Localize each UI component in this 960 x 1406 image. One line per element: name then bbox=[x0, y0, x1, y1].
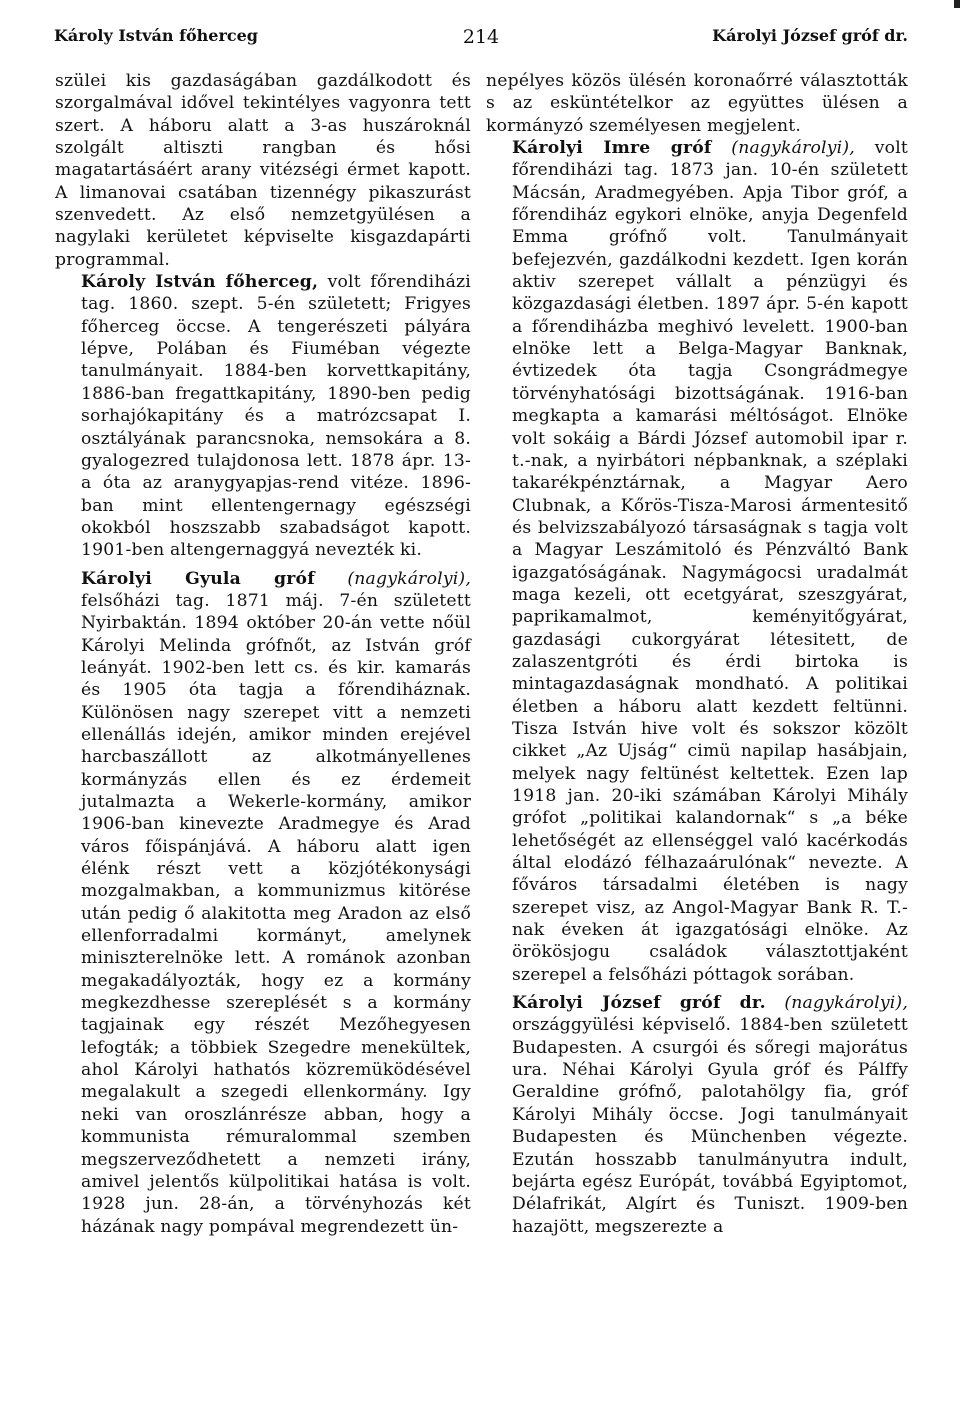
entry-name: Károlyi Gyula gróf bbox=[81, 568, 315, 589]
running-header bbox=[54, 26, 908, 56]
entry-text: volt főrendiházi tag. 1860. szept. 5-én született; Frigyes főherceg öccse. A tengerészeti pályára lépve, Polában és Fiuméban végezte tanulmányait. 1884-ben korvettkapitány, 1886-ban fregattkapitány, 1890-ben pedig sorhajókapitány és a matrózcsapat I. osztályának parancsnoka, nemsokára a 8. gyalogezred tulajdonosa lett. 1878 ápr. 13-a óta az aranygyapjas-rend vitéze. 1896-ban mint ellentengernagy egészségi okokból hoszszabb szabadságot kapott. 1901-ben altengernaggyá nevezték ki. bbox=[81, 272, 471, 561]
right-column bbox=[486, 70, 908, 1238]
left-column bbox=[55, 70, 471, 1238]
entry-epithet: (nagykárolyi), bbox=[314, 568, 472, 589]
page-number: 214 bbox=[462, 26, 500, 48]
entry-karolyi-jozsef bbox=[486, 992, 908, 1238]
continuation-text: szülei kis gazdaságában gazdálkodott és szorgalmával idővel tekintélyes vagyonra tett szert. A háboru alatt a 3-as huszároknál szolgált altiszti rangban és hősi magatartásáért arany vitézségi érmet kapott. A limanovai csatában tizennégy pikaszurást szenvedett. Az első nemzetgyülésen a nagylaki kerületet képviselte kisgazdapárti programmal. bbox=[55, 71, 471, 270]
entry-karolyi-imre bbox=[486, 137, 908, 986]
entry-epithet: (nagykárolyi), bbox=[765, 993, 908, 1014]
header-left-entry: Károly István főherceg bbox=[54, 26, 258, 45]
entry-name: Károlyi Imre gróf bbox=[512, 138, 712, 159]
scan-corner-mark bbox=[954, 0, 960, 8]
entry-epithet: (nagykárolyi), bbox=[711, 138, 855, 159]
entry-text: országgyülési képviselő. 1884-ben született Budapesten. A csurgói és sőregi majorátus ura. Néhai Károlyi Gyula gróf és Pálffy Geraldine grófnő, palotahölgy fia, gróf Károlyi Mihály öccse. Jogi tanulmányait Budapesten és Münchenben végezte. Ezután hosszabb tanulmányutra indult, bejárta egész Európát, továbbá Egyiptomot, Délafrikát, Algírt és Tuniszt. 1909-ben hazajött, megszerezte a bbox=[512, 1015, 908, 1237]
entry-karoly-istvan bbox=[55, 271, 471, 561]
entry-name: Károly István főherceg, bbox=[81, 272, 319, 293]
entry-text: felsőházi tag. 1871 máj. 7-én született Nyirbaktán. 1894 október 20-án vette nőül Károlyi Melinda grófnőt, az István gróf leányát. 1902-ben lett cs. és kir. kamarás és 1905 óta tagja a főrendiháznak. Különösen nagy szerepet vitt a nemzeti ellenállás idején, amikor minden erejével harcbaszállott az alkotmányellenes kormányzás ellen és ez érdemeit jutalmazta a Wekerle-kormány, amikor 1906-ban kinevezte Aradmegye és Arad város főispánjává. A háboru alatt igen élénk részt vett a közjótékonysági mozgalmakban, a kommunizmus kitörése után pedig ő alakitotta meg Aradon az első ellenforradalmi kormányt, amelynek miniszterelnöke lett. A románok azonban megakadályozták, hogy ez a kormány megkezdhesse szereplését s a kormány tagjainak egy részét Mezőhegyesen lefogták; a többiek Szegedre menekültek, ahol Károlyi hathatós közremüködésével megalakult a szegedi ellenkormány. Igy neki van oroszlánrésze abban, hogy a kommunista rémuralommal szemben megszerveződhetett a nemzeti irány, amivel jelentős külpolitikai hatása is volt. 1928 jun. 28-án, a törvényhozás két házának nagy pompával megrendezett ün- bbox=[81, 590, 471, 1237]
entry-text: volt főrendiházi tag. 1873 jan. 10-én született Mácsán, Aradmegyében. Apja Tibor gróf, a főrendiház egykori elnöke, anyja Degenfeld Emma grófnő volt. Tanulmányait befejezvén, gazdálkodni kezdett. Igen korán aktiv szerepet vállalt a pénzügyi és közgazdasági életben. 1897 ápr. 5-én kapott a főrendiházba meghivó levelett. 1900-ban elnöke lett a Belga-Magyar Banknak, évtizedek óta tagja Csongrádmegye törvényhatósági bizottságának. 1916-ban megkapta a kamarási méltóságot. Elnöke volt sokáig a Bárdi József automobil ipar r. t.-nak, a nyirbátori népbanknak, a széplaki takarékpénztárnak, a Magyar Aero Clubnak, a Kőrös-Tisza-Marosi ármentesitő és belvizszabályozó társaságnak s tagja volt a Magyar Leszámitoló és Pénzváltó Bank igazgatóságának. Nagymágocsi uradalmát maga kezeli, ott ecetgyárat, szeszgyárat, paprikamalmot, keményitőgyárat, gazdasági cukorgyárat létesitett, de zalaszentgróti és érdi birtoka is mintagazdaságnak mondható. A politikai életben a háboru alatt kezdett feltünni. Tisza István hive volt és sokszor közölt cikket „Az Ujság“ cimü napilap hasábjain, melyek nagy feltünést keltettek. Ezen lap 1918 jan. 20-iki számában Károlyi Mihály grófot „politikai kalandornak“ s „a béke lehetőségét az ellenséggel való kacérkodás által elodázó félhazaárulónak“ nevezte. A főváros társadalmi életében is nagy szerepet visz, az Angol-Magyar Bank R. T.-nak éveken át igazgatósági elnöke. Az örökösjogu családok választottjaként szerepel a felsőházi póttagok sorában. bbox=[512, 138, 908, 985]
header-right-entry: Károlyi József gróf dr. bbox=[712, 26, 908, 45]
continuation-text: nepélyes közös ülésén koronaőrré választották s az esküntételkor az együttes ülésen a kormányzó személyesen megjelent. bbox=[486, 71, 908, 136]
entry-karolyi-gyula bbox=[55, 568, 471, 1238]
entry-name: Károlyi József gróf dr. bbox=[512, 993, 766, 1014]
